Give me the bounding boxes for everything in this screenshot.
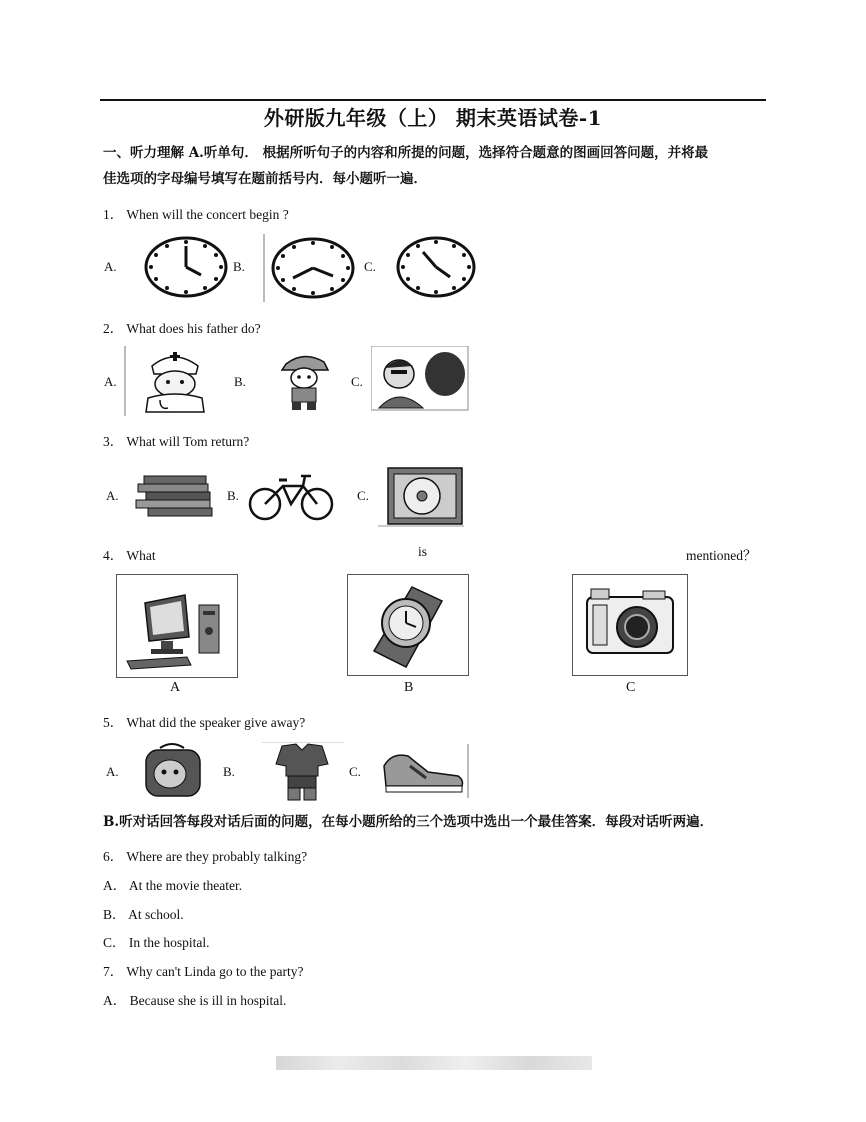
option-text: Because she is ill in hospital. bbox=[129, 993, 287, 1008]
question-5 bbox=[103, 711, 305, 731]
doctor-icon bbox=[124, 346, 224, 416]
option-label: A． bbox=[103, 993, 127, 1008]
bicycle-icon bbox=[243, 468, 339, 524]
option-6b bbox=[103, 903, 184, 923]
option-label-a: A. bbox=[106, 764, 119, 779]
question-4 bbox=[103, 544, 757, 564]
clock-icon-a bbox=[143, 236, 229, 298]
option-label-a: A. bbox=[104, 259, 117, 274]
option-label: B． bbox=[103, 907, 126, 922]
watch-icon bbox=[347, 574, 469, 676]
question-text: Where are they probably talking? bbox=[126, 849, 308, 864]
option-label-b: B. bbox=[227, 488, 239, 503]
option-label: C． bbox=[103, 935, 126, 950]
shoe-icon bbox=[378, 744, 470, 798]
option-6a bbox=[103, 874, 242, 894]
caption-b: B bbox=[404, 680, 414, 695]
books-icon bbox=[134, 466, 224, 522]
question-text: What did the speaker give away? bbox=[126, 715, 306, 730]
footer-watermark bbox=[276, 1056, 592, 1070]
option-text: At the movie theater. bbox=[128, 878, 243, 893]
option-label-b: B. bbox=[233, 259, 245, 274]
question-text: Why can't Linda go to the party? bbox=[126, 964, 304, 979]
page-title: 外研版九年级（上） 期末英语试卷-1 bbox=[263, 106, 603, 130]
option-label-c: C. bbox=[364, 259, 376, 274]
option-label-c: C. bbox=[357, 488, 369, 503]
question-number: 7． bbox=[103, 964, 124, 979]
caption-c: C bbox=[626, 680, 636, 695]
option-label-a: A. bbox=[106, 488, 119, 503]
top-rule bbox=[100, 99, 766, 101]
question-2 bbox=[103, 317, 261, 337]
section-a-instruction-line1: 一、听力理解 A.听单句． 根据所听句子的内容和所提的问题，选择符合题意的图画回答问题，并将最 bbox=[103, 145, 709, 161]
computer-icon bbox=[116, 574, 238, 678]
question-number: 6． bbox=[103, 849, 124, 864]
option-label-c: C. bbox=[349, 764, 361, 779]
question-number: 5． bbox=[103, 715, 124, 730]
section-a-instruction bbox=[103, 140, 767, 192]
question-number: 4． bbox=[103, 548, 124, 563]
option-text: At school. bbox=[128, 907, 184, 922]
question-6 bbox=[103, 845, 307, 865]
option-label-b: B. bbox=[234, 374, 246, 389]
question-text-part2: is bbox=[418, 544, 428, 559]
question-3 bbox=[103, 430, 249, 450]
caption-a: A bbox=[170, 680, 181, 695]
question-text-part1: What bbox=[126, 548, 156, 563]
question-text-part3: mentioned？ bbox=[686, 548, 757, 563]
section-b-instruction: B.听对话回答每段对话后面的问题，在每小题所给的三个选项中选出一个最佳答案．每段对话听两遍． bbox=[103, 814, 714, 830]
backpack-icon bbox=[136, 740, 208, 800]
cd-icon bbox=[378, 466, 468, 528]
question-text: When will the concert begin ? bbox=[126, 207, 289, 222]
option-6c bbox=[103, 931, 210, 951]
question-number: 1． bbox=[103, 207, 124, 222]
clock-icon-b bbox=[263, 234, 361, 302]
camera-icon bbox=[572, 574, 688, 676]
question-number: 3． bbox=[103, 434, 124, 449]
question-text: What does his father do? bbox=[126, 321, 261, 336]
clothes-icon bbox=[262, 742, 344, 802]
question-text: What will Tom return? bbox=[126, 434, 250, 449]
option-label-b: B. bbox=[223, 764, 235, 779]
question-1 bbox=[103, 203, 289, 223]
policeman-icon bbox=[272, 348, 336, 412]
question-7 bbox=[103, 960, 304, 980]
option-label-a: A. bbox=[104, 374, 117, 389]
option-label-c: C. bbox=[351, 374, 363, 389]
clock-icon-c bbox=[395, 236, 477, 298]
question-number: 2． bbox=[103, 321, 124, 336]
option-text: In the hospital. bbox=[128, 935, 210, 950]
option-7a bbox=[103, 989, 286, 1009]
section-a-instruction-line2: 佳选项的字母编号填写在题前括号内．每小题听一遍． bbox=[103, 171, 427, 187]
option-label: A． bbox=[103, 878, 127, 893]
teacher-icon bbox=[371, 346, 469, 416]
